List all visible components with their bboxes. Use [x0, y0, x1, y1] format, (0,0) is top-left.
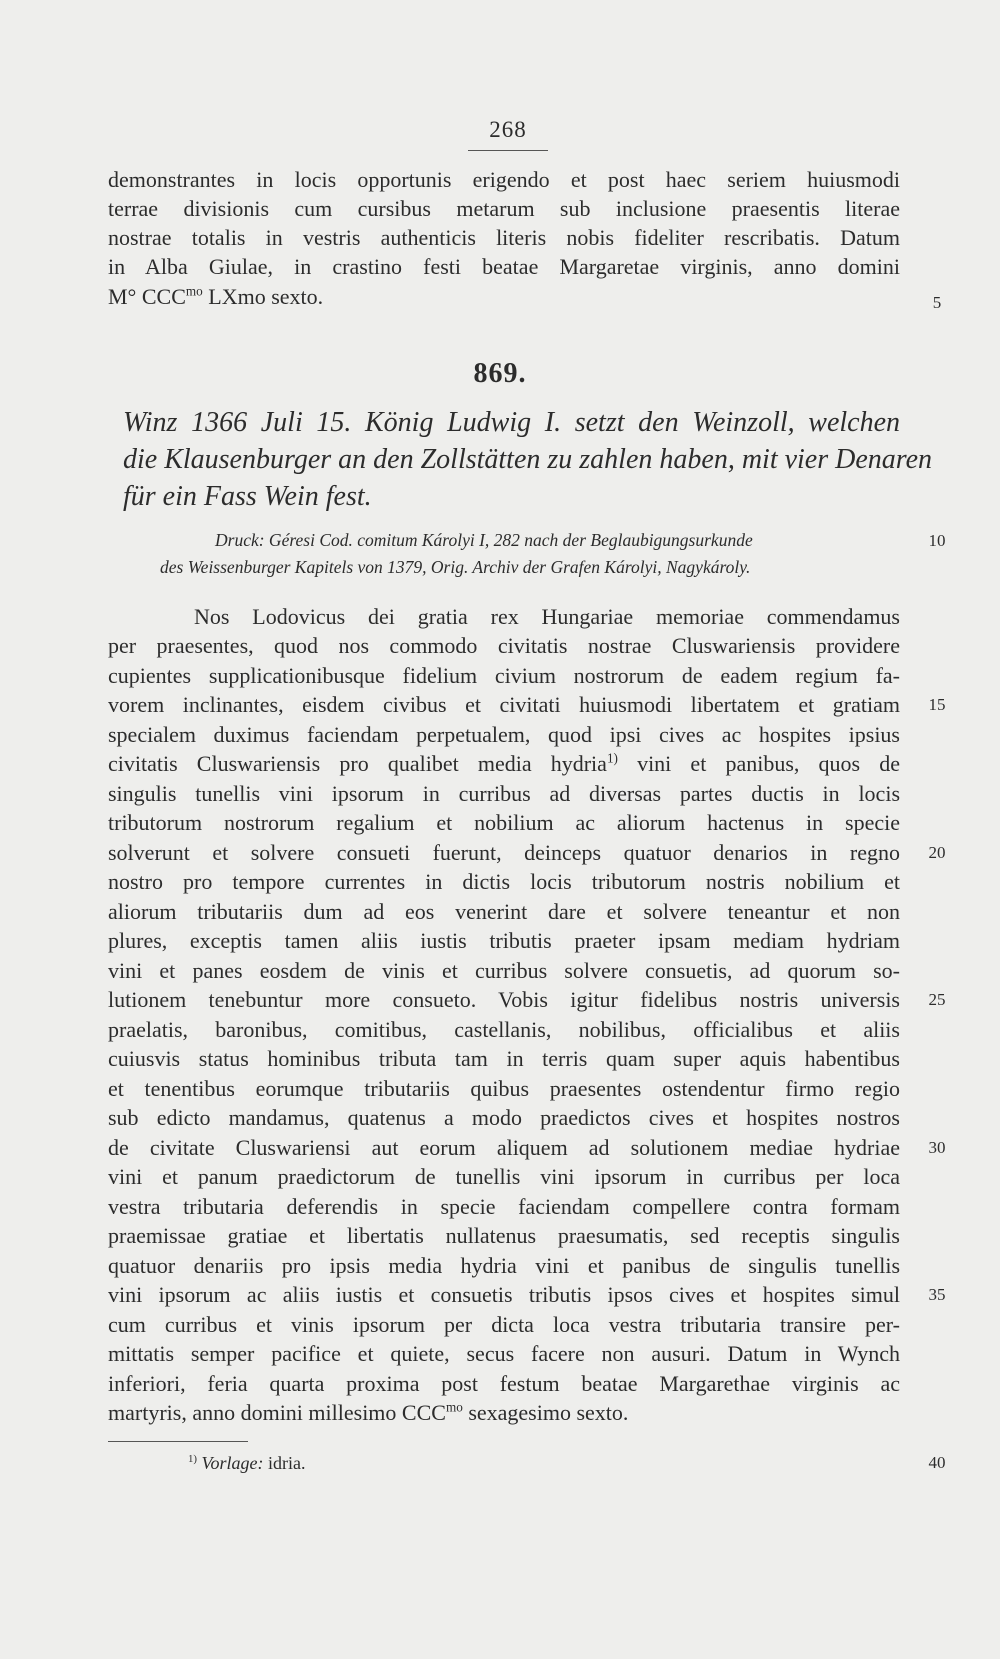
text-line: terrae divisionis cum cursibus metarum sub inclusione praesentis literae	[108, 196, 900, 221]
line-number: 35	[928, 1285, 946, 1304]
document-number: 869.	[473, 358, 527, 389]
text-line: sub edicto mandamus, quatenus a modo praedictos cives et hospites nostros	[108, 1105, 900, 1130]
text-line: vestra tributaria deferendis in specie faciendam compellere contra formam	[108, 1194, 900, 1219]
footnote-ref: 1)	[606, 750, 618, 766]
heading-line: Winz 1366 Juli 15. König Ludwig I. setzt den Weinzoll, welchen	[123, 407, 900, 438]
date-numeral: LXmo sexto.	[208, 284, 324, 309]
text-line: lutionem tenebuntur more consueto. Vobis igitur fidelibus nostris universis	[108, 987, 900, 1012]
superscript: mo	[185, 283, 203, 299]
text-line	[108, 1399, 900, 1427]
footnote-text: idria.	[263, 1453, 306, 1473]
text-line: in Alba Giulae, in crastino festi beatae Margaretae virginis, anno domini	[108, 254, 900, 279]
footnote	[188, 1451, 306, 1475]
line-number: 5	[932, 293, 942, 312]
text-line: praelatis, baronibus, comitibus, castellanis, nobilibus, officialibus et aliis	[108, 1017, 900, 1042]
footnote-label: Vorlage:	[201, 1453, 264, 1473]
text-line: solverunt et solvere consueti fuerunt, deinceps quatuor denarios in regno	[108, 840, 900, 865]
heading-line: die Klausenburger an den Zollstätten zu zahlen haben, mit vier Denaren	[123, 444, 933, 475]
footnote-marker: 1)	[188, 1453, 197, 1465]
line-number: 25	[928, 990, 946, 1009]
line-number: 30	[928, 1138, 946, 1157]
text-line: de civitate Cluswariensi aut eorum aliquem ad solutionem mediae hydriae	[108, 1135, 900, 1160]
text-line	[108, 750, 900, 778]
footnote-rule	[108, 1441, 248, 1442]
line-number: 20	[928, 843, 946, 862]
text-line: inferiori, feria quarta proxima post festum beatae Margarethae virginis ac	[108, 1371, 900, 1396]
source-note: des Weissenburger Kapitels von 1379, Orig. Archiv der Grafen Károlyi, Nagykároly.	[160, 557, 751, 577]
text-line: nostrae totalis in vestris authenticis literis nobis fideliter rescribatis. Datum	[108, 225, 900, 250]
page-number: 268	[489, 117, 527, 142]
text-line	[108, 283, 900, 311]
text-line: cum curribus et vinis ipsorum per dicta loca vestra tributaria transire per-	[108, 1312, 900, 1337]
line-number: 10	[928, 531, 946, 550]
text-line: mittatis semper pacifice et quiete, secus facere non ausuri. Datum in Wynch	[108, 1341, 900, 1366]
text-line: singulis tunellis vini ipsorum in curribus ad diversas partes ductis in locis	[108, 781, 900, 806]
text-line: quatuor denariis pro ipsis media hydria vini et panibus de singulis tunellis	[108, 1253, 900, 1278]
text-line: aliorum tributariis dum ad eos venerint dare et solvere teneantur et non	[108, 899, 900, 924]
text-line: per praesentes, quod nos commodo civitatis nostrae Cluswariensis providere	[108, 633, 900, 658]
superscript: mo	[445, 1399, 463, 1415]
text-line: plures, exceptis tamen aliis iustis tributis praeter ipsam mediam hydriam	[108, 928, 900, 953]
line-number: 40	[928, 1453, 946, 1472]
text-segment: martyris, anno domini millesimo CCC	[108, 1400, 446, 1425]
text-line: Nos Lodovicus dei gratia rex Hungariae memoriae commendamus	[194, 604, 900, 629]
text-segment: sexagesimo sexto.	[462, 1400, 629, 1425]
text-line: vini ipsorum ac aliis iustis et consuetis tributis ipsos cives et hospites simul	[108, 1282, 900, 1307]
line-number: 15	[928, 695, 946, 714]
text-line: vini et panum praedictorum de tunellis vini ipsorum in curribus per loca	[108, 1164, 900, 1189]
text-line: et tenentibus eorumque tributariis quibus praesentes ostendentur firmo regio	[108, 1076, 900, 1101]
text-line: praemissae gratiae et libertatis nullatenus praesumatis, sed receptis singulis	[108, 1223, 900, 1248]
text-segment: vini et panibus, quos de	[617, 751, 900, 776]
text-line: demonstrantes in locis opportunis erigendo et post haec seriem huiusmodi	[108, 167, 900, 192]
text-line: specialem duximus faciendam perpetualem, quod ipsi cives ac hospites ipsius	[108, 722, 900, 747]
heading-line: für ein Fass Wein fest.	[123, 481, 372, 512]
source-note: Druck: Géresi Cod. comitum Károlyi I, 282 nach der Beglaubigungsurkunde	[215, 530, 753, 550]
header-rule	[468, 150, 548, 151]
text-line: cupientes supplicationibusque fidelium civium nostrorum de eadem regium fa-	[108, 663, 900, 688]
text-segment: civitatis Cluswariensis pro qualibet media hydria	[108, 751, 607, 776]
text-line: nostro pro tempore currentes in dictis locis tributorum nostris nobilium et	[108, 869, 900, 894]
date-numeral: M° CCC	[108, 284, 186, 309]
text-line: vorem inclinantes, eisdem civibus et civitati huiusmodi libertatem et gratiam	[108, 692, 900, 717]
text-line: tributorum nostrorum regalium et nobilium ac aliorum hactenus in specie	[108, 810, 900, 835]
text-line: cuiusvis status hominibus tributa tam in terris quam super aquis habentibus	[108, 1046, 900, 1071]
text-line: vini et panes eosdem de vinis et curribus solvere consuetis, ad quorum so-	[108, 958, 900, 983]
